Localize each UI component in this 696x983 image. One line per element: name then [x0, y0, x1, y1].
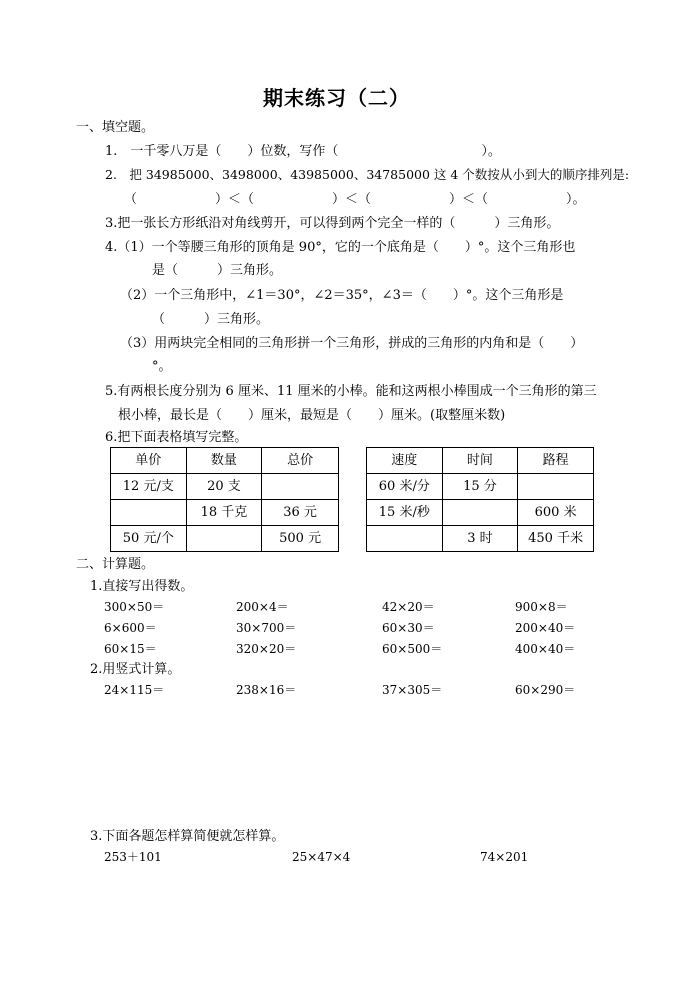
- question-6: 6.把下面表格填写完整。: [105, 430, 248, 445]
- table-cell: 3 时: [442, 526, 518, 552]
- simplify-item: 25×47×4: [292, 850, 351, 864]
- table-cell: 450 千米: [518, 526, 594, 552]
- mental-math-item: 6×600＝: [104, 621, 157, 635]
- table-cell: 18 千克: [186, 500, 262, 526]
- mental-math-item: 320×20＝: [236, 642, 297, 656]
- table-cell: 500 元: [262, 526, 339, 552]
- vertical-calc-item: 37×305＝: [382, 683, 443, 697]
- table-cell: [262, 474, 339, 500]
- table-cell: 15 分: [442, 474, 518, 500]
- vertical-calc-item: 238×16＝: [236, 683, 297, 697]
- table-cell: 36 元: [262, 500, 339, 526]
- table-header: 数量: [186, 448, 262, 474]
- table-cell: 12 元/支: [111, 474, 187, 500]
- question-5-line1: 5.有两根长度分别为 6 厘米、11 厘米的小棒。能和这两根小棒围成一个三角形的第三: [105, 384, 597, 399]
- table-cell: 60 米/分: [367, 474, 443, 500]
- table-cell: [442, 500, 518, 526]
- table-cell: [367, 526, 443, 552]
- table-header: 时间: [442, 448, 518, 474]
- section2-heading: 二、计算题。: [76, 557, 155, 572]
- table-header: 单价: [111, 448, 187, 474]
- simplify-item: 74×201: [480, 850, 529, 864]
- question-2-line2: （ ）＜（ ）＜（ ）＜（ ）。: [124, 192, 586, 207]
- table-cell: [186, 526, 262, 552]
- speed-table: [366, 447, 594, 552]
- table-header: 速度: [367, 448, 443, 474]
- table-header: 总价: [262, 448, 339, 474]
- table-cell: 15 米/秒: [367, 500, 443, 526]
- sub3-heading: 3.下面各题怎样算简便就怎样算。: [90, 829, 285, 844]
- simplify-item: 253＋101: [104, 850, 162, 864]
- question-4a-line1: 4.（1）一个等腰三角形的顶角是 90°，它的一个底角是（ ）°。这个三角形也: [105, 240, 576, 255]
- vertical-calc-item: 60×290＝: [515, 683, 576, 697]
- mental-math-item: 30×700＝: [236, 621, 297, 635]
- table-cell: [518, 474, 594, 500]
- table-cell: 20 支: [186, 474, 262, 500]
- page-title: 期末练习（二）: [263, 86, 410, 110]
- price-table: [110, 447, 339, 552]
- question-4b-line2: （ ）三角形。: [152, 312, 270, 327]
- vertical-calc-item: 24×115＝: [104, 683, 165, 697]
- sub1-heading: 1.直接写出得数。: [90, 579, 194, 594]
- table-cell: [111, 500, 187, 526]
- sub2-heading: 2.用竖式计算。: [90, 662, 181, 677]
- mental-math-item: 60×500＝: [382, 642, 443, 656]
- mental-math-item: 200×40＝: [515, 621, 576, 635]
- mental-math-item: 42×20＝: [382, 600, 435, 614]
- mental-math-item: 300×50＝: [104, 600, 165, 614]
- question-3: 3.把一张长方形纸沿对角线剪开，可以得到两个完全一样的（ ）三角形。: [105, 216, 560, 231]
- question-2-line1: 2. 把 34985000、3498000、43985000、34785000 这 4 个数按从小到大的顺序排列是:: [105, 167, 630, 182]
- mental-math-item: 60×15＝: [104, 642, 157, 656]
- question-4c-line1: （3）用两块完全相同的三角形拼一个三角形，拼成的三角形的内角和是（ ）: [120, 336, 584, 351]
- mental-math-item: 60×30＝: [382, 621, 435, 635]
- mental-math-item: 900×8＝: [515, 600, 568, 614]
- question-4b-line1: （2）一个三角形中，∠1＝30°，∠2＝35°，∠3＝（ ）°。这个三角形是: [120, 288, 564, 303]
- question-1: 1. 一千零八万是（ ）位数，写作（ ）。: [105, 144, 501, 159]
- mental-math-item: 400×40＝: [515, 642, 576, 656]
- question-4a-line2: 是（ ）三角形。: [152, 263, 283, 278]
- mental-math-item: 200×4＝: [236, 600, 289, 614]
- table-header: 路程: [518, 448, 594, 474]
- section1-heading: 一、填空题。: [76, 120, 155, 135]
- question-4c-line2: °。: [152, 359, 172, 374]
- question-5-line2: 根小棒，最长是（ ）厘米，最短是（ ）厘米。(取整厘米数): [118, 408, 506, 423]
- table-cell: 50 元/个: [111, 526, 187, 552]
- table-cell: 600 米: [518, 500, 594, 526]
